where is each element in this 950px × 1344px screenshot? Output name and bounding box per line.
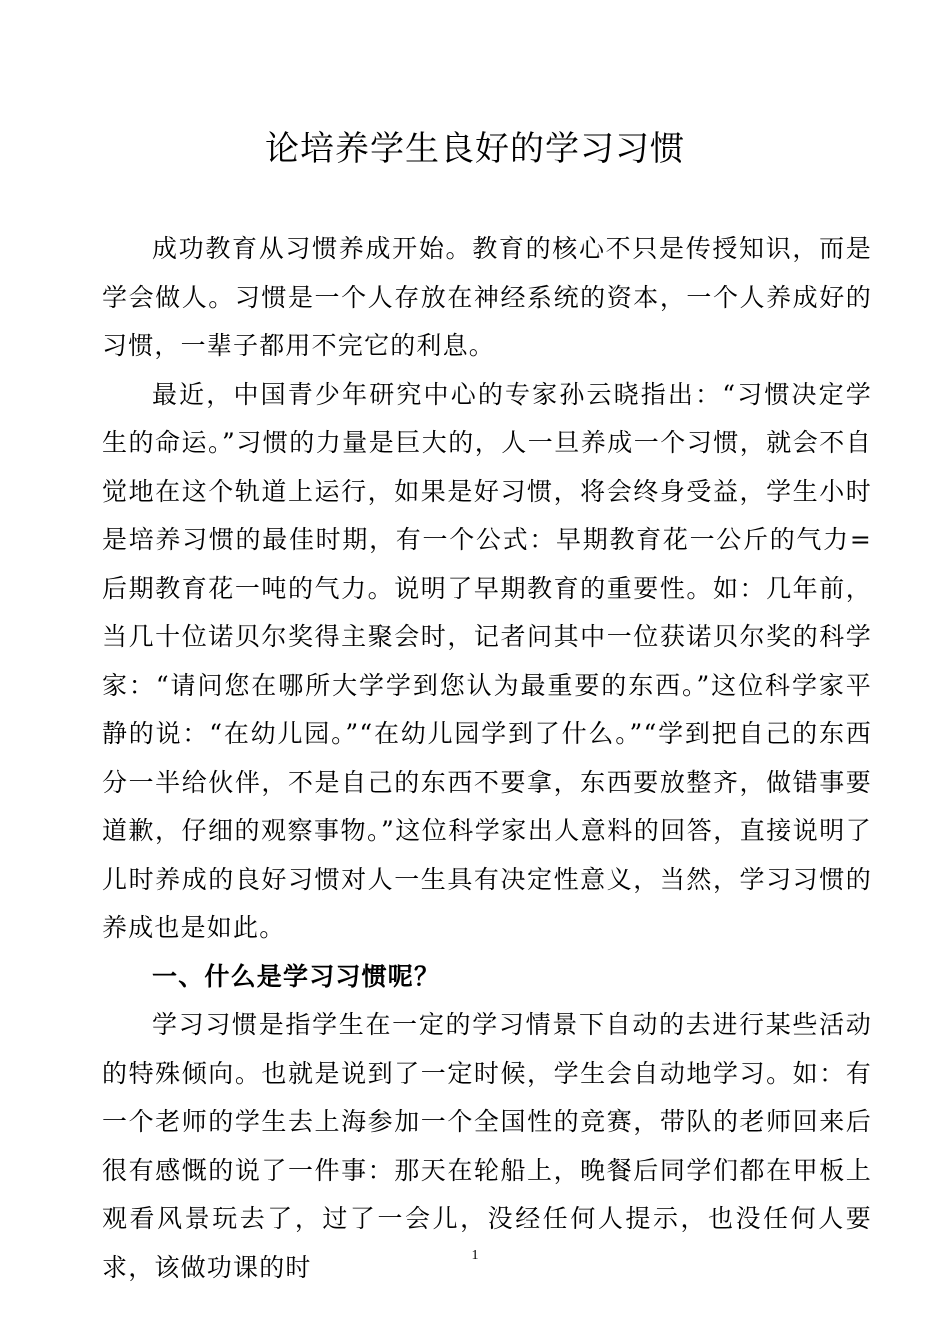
- paragraph-section: 学习习惯是指学生在一定的学习情景下自动的去进行某些活动的特殊倾向。也就是说到了一定时候，学生会自动地学习。如：有一个老师的学生去上海参加一个全国性的竞赛，带队的老师回来后很有感慨的说了一件事：那天在轮船上，晚餐后同学们都在甲板上观看风景玩去了，过了一会儿，没经任何人提示，也没任何人要求，该做功课的时: [102, 1010, 872, 1282]
- document-title: 论培养学生良好的学习习惯: [265, 129, 685, 169]
- page-number: 1: [471, 1248, 479, 1263]
- paragraph-intro: 成功教育从习惯养成开始。教育的核心不只是传授知识，而是学会做人。习惯是一个人存放在神经系统的资本，一个人养成好的习惯，一辈子都用不完它的利息。: [102, 234, 872, 360]
- paragraph-quote: 最近，中国青少年研究中心的专家孙云晓指出：“习惯决定学生的命运。”习惯的力量是巨大的，人一旦养成一个习惯，就会不自觉地在这个轨道上运行，如果是好习惯，将会终身受益，学生小时是培养习惯的最佳时期，有一个公式：早期教育花一公斤的气力=后期教育花一吨的气力。说明了早期教育的重要性。如：几年前，当几十位诺贝尔奖得主聚会时，记者问其中一位获诺贝尔奖的科学家：“请问您在哪所大学学到您认为最重要的东西。”这位科学家平静的说：“在幼儿园。”“在幼儿园学到了什么。”“学到把自己的东西分一半给伙伴，不是自己的东西不要拿，东西要放整齐，做错事要道歉，仔细的观察事物。”这位科学家出人意料的回答，直接说明了儿时养成的良好习惯对人一生具有决定性意义，当然，学习习惯的养成也是如此。: [102, 379, 872, 942]
- document-body: [102, 225, 872, 1292]
- section-heading: 一、什么是学习习惯呢？: [152, 961, 441, 991]
